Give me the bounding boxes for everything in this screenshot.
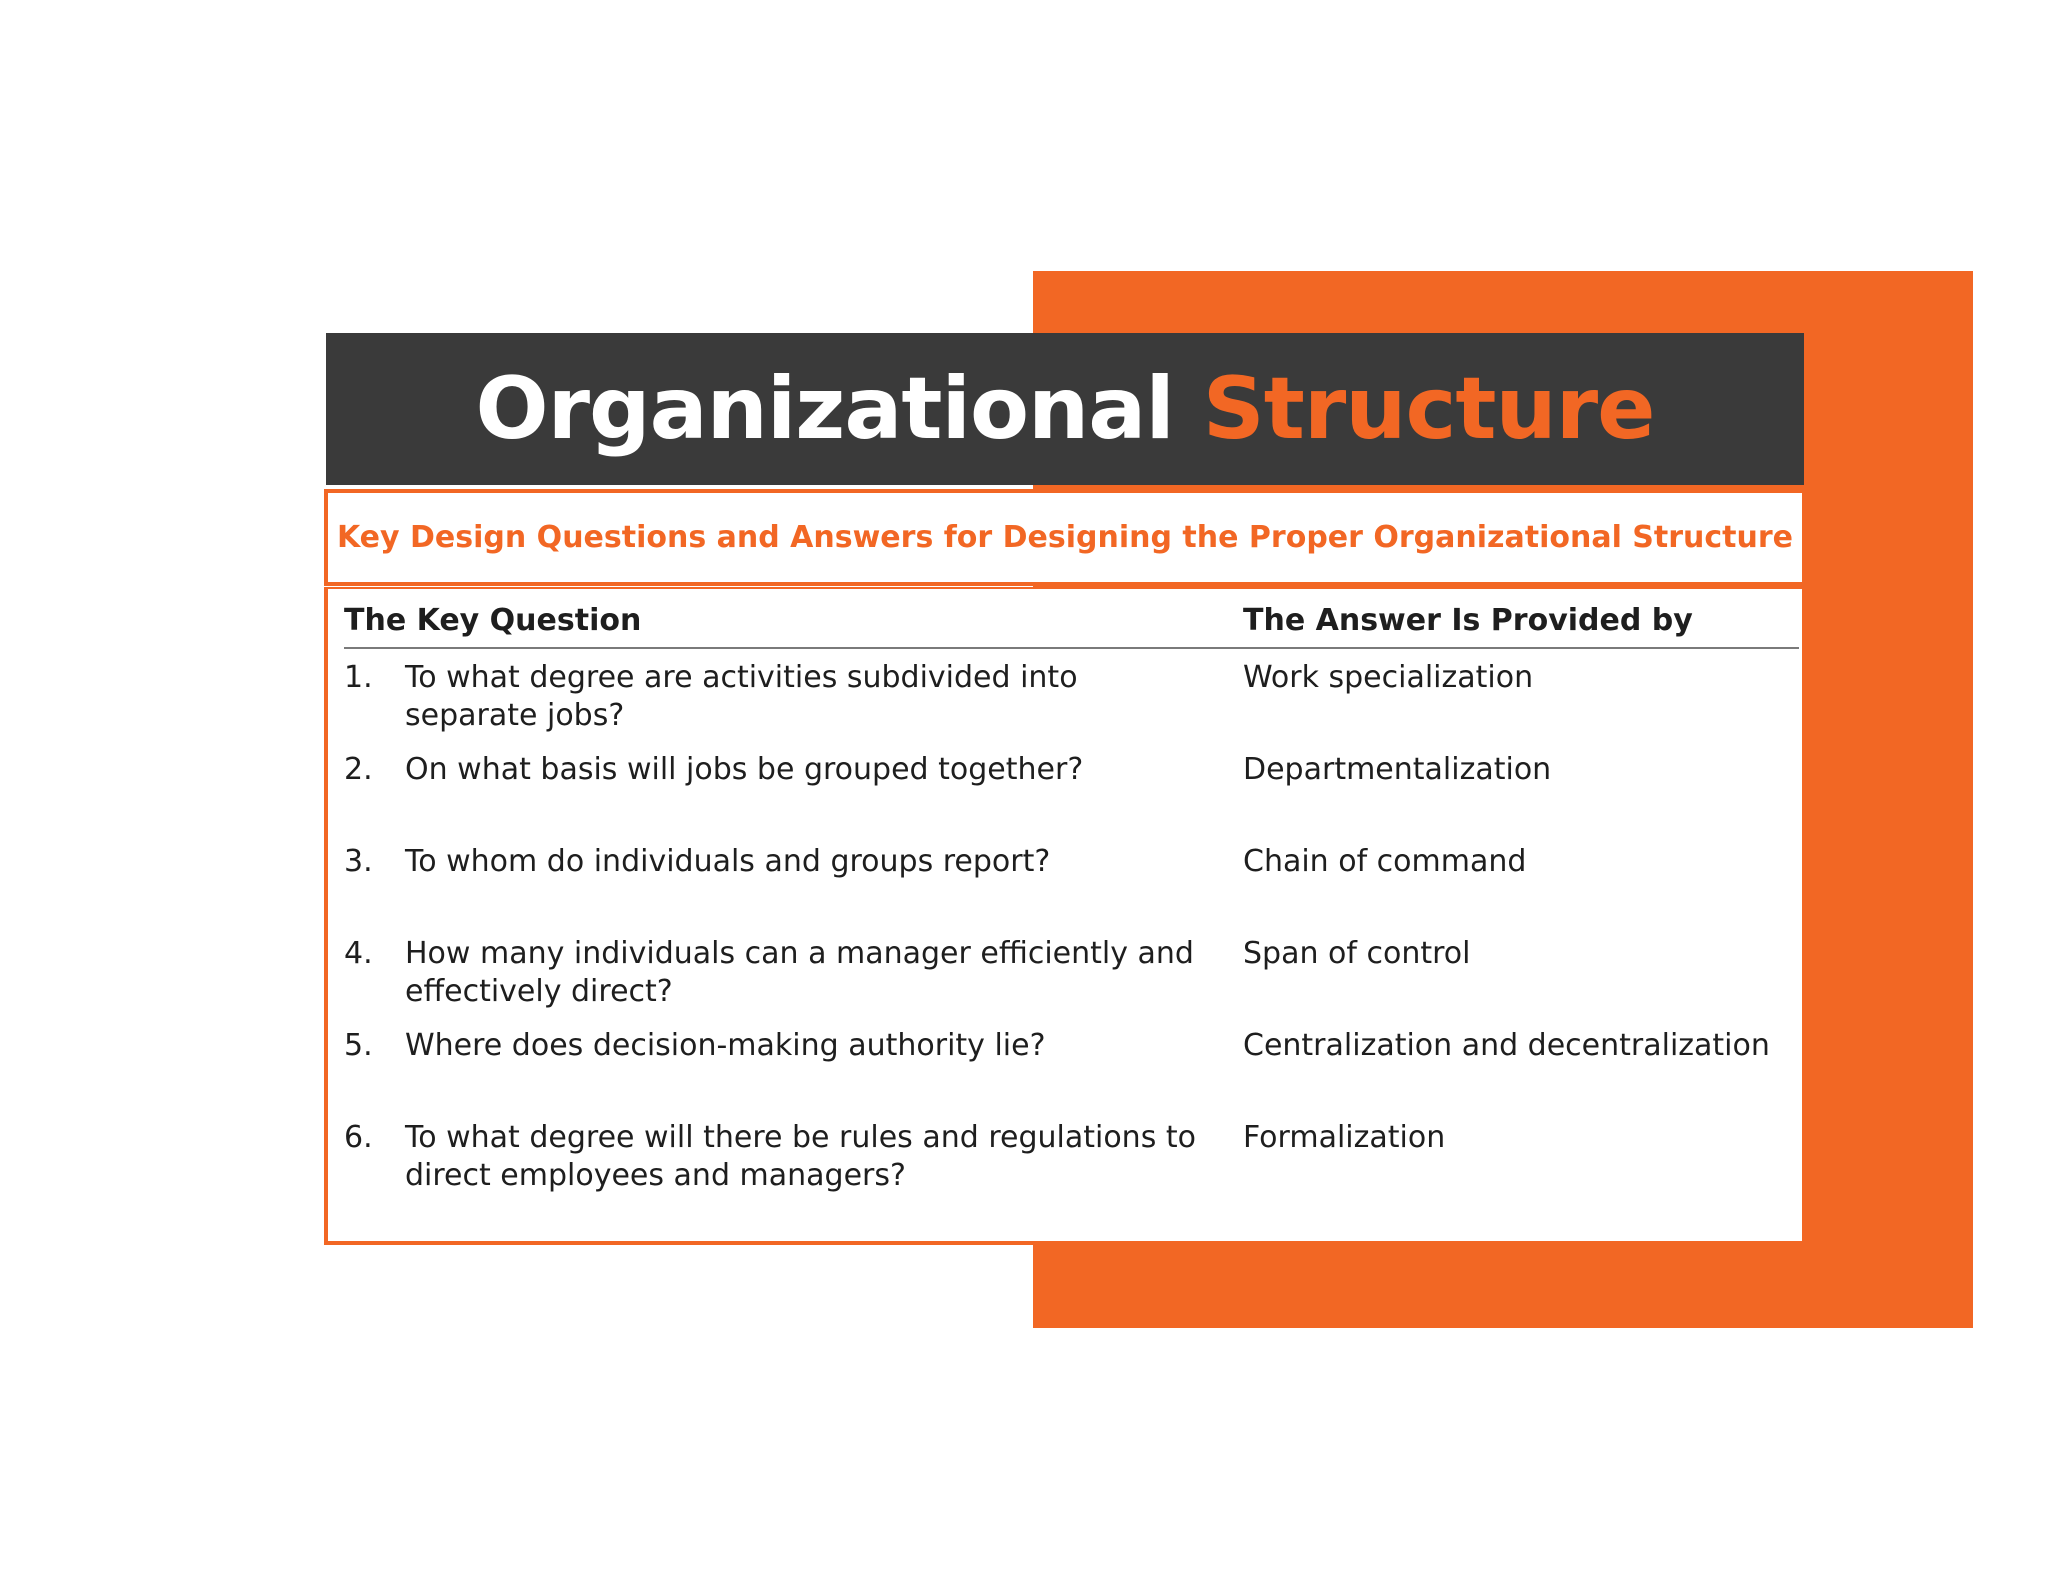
row-question: On what basis will jobs be grouped together? (405, 752, 1084, 787)
row-number: 1. (344, 660, 373, 695)
column-header-answer: The Answer Is Provided by (1243, 603, 1693, 638)
row-number: 3. (344, 844, 373, 879)
table-caption: Key Design Questions and Answers for Designing the Proper Organizational Structure (336, 520, 1794, 555)
row-answer: Formalization (1243, 1120, 1446, 1155)
subtitle-box (324, 489, 1806, 586)
title-accent: Structure (1202, 359, 1655, 459)
row-answer: Work specialization (1243, 660, 1534, 695)
title-main: Organizational (475, 359, 1174, 459)
title-bar (326, 333, 1804, 485)
table-header (344, 589, 1799, 649)
row-answer: Departmentalization (1243, 752, 1552, 787)
row-number: 4. (344, 936, 373, 971)
row-number: 2. (344, 752, 373, 787)
design-questions-table (324, 587, 1806, 1245)
row-question: To what degree will there be rules and regulations to direct employees and managers? (405, 1120, 1196, 1193)
row-answer: Span of control (1243, 936, 1471, 971)
page-title (475, 359, 1655, 459)
row-answer: Chain of command (1243, 844, 1527, 879)
row-answer: Centralization and decentralization (1243, 1028, 1770, 1063)
row-question: To whom do individuals and groups report? (405, 844, 1051, 879)
row-question: Where does decision-making authority lie? (405, 1028, 1046, 1063)
row-question: To what degree are activities subdivided into separate jobs? (405, 660, 1078, 733)
row-number: 6. (344, 1120, 373, 1155)
row-number: 5. (344, 1028, 373, 1063)
column-header-question: The Key Question (344, 603, 642, 638)
row-question: How many individuals can a manager efficiently and effectively direct? (405, 936, 1194, 1009)
